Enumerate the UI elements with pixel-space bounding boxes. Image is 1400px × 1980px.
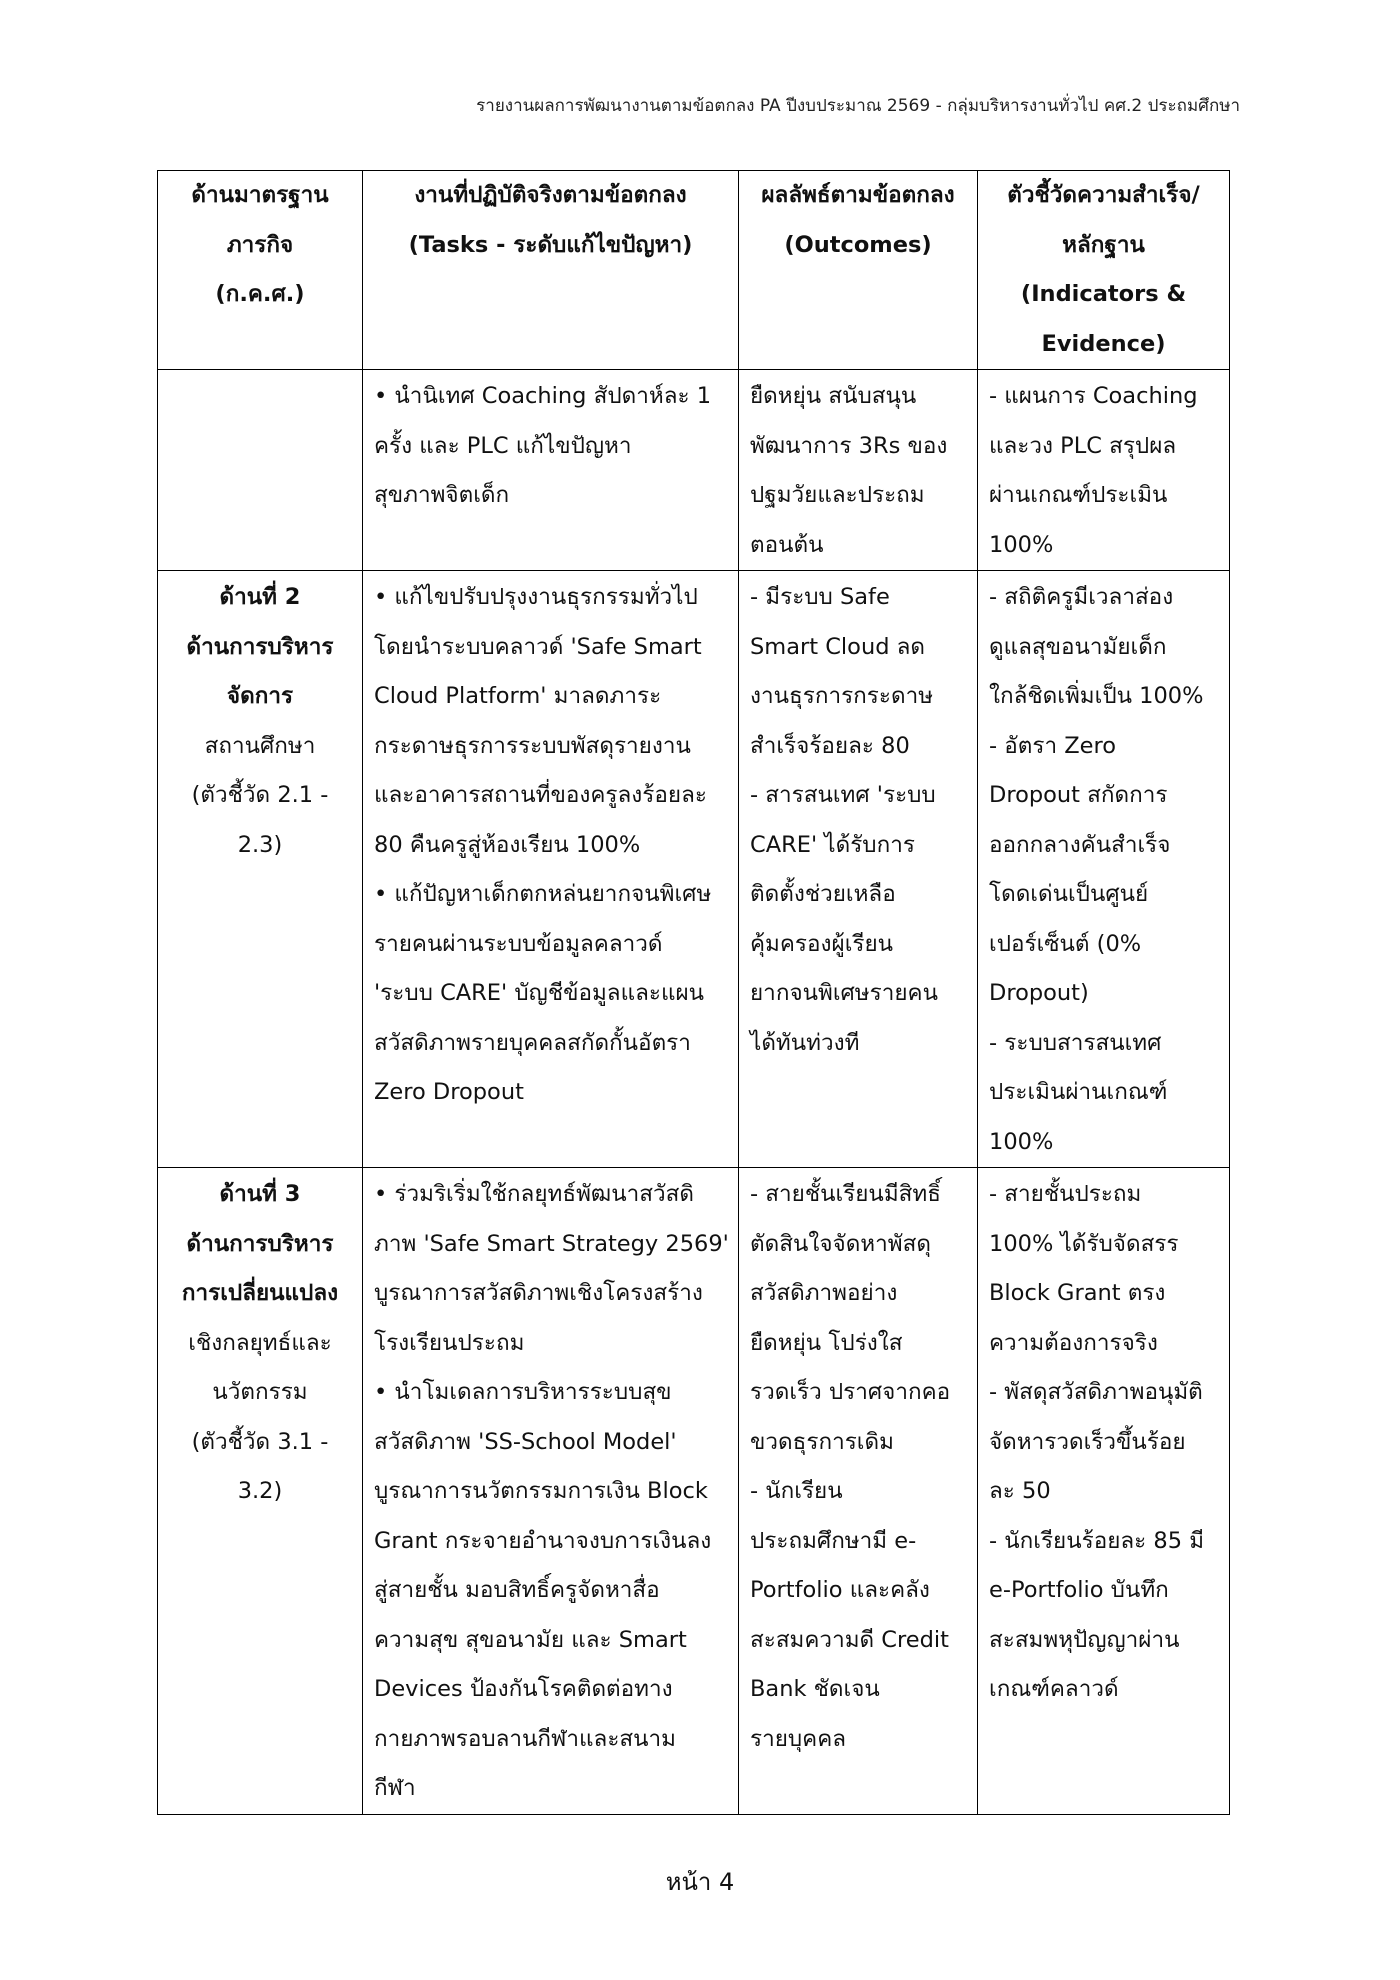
column-header-standard-area [158, 171, 363, 370]
cell-line: รายคนผ่านระบบข้อมูลคลาวด์ [374, 930, 663, 957]
table-row [158, 1168, 1230, 1815]
cell-line: ความสุข สุขอนามัย และ Smart [374, 1626, 687, 1653]
cell-line: สวัสดิภาพรายบุคคลสกัดกั้นอัตรา [374, 1029, 691, 1056]
cell-line: ผลลัพธ์ตามข้อตกลง [761, 182, 955, 208]
cell-line: Evidence) [1041, 330, 1166, 357]
cell-line: สู่สายชั้น มอบสิทธิ์ครูจัดหาสื่อ [374, 1577, 660, 1603]
cell-line: 2.3) [237, 831, 283, 858]
cell-line: ตอนต้น [750, 531, 824, 558]
cell-line: 100% [989, 531, 1054, 558]
cell-line: โดยนำระบบคลาวด์ 'Safe Smart [374, 633, 702, 660]
cell-line: กายภาพรอบลานกีฬาและสนาม [374, 1725, 677, 1752]
cell-line: ขวดธุรการเดิม [750, 1428, 894, 1455]
cell-line: (Outcomes) [784, 231, 932, 258]
cell-line: ตัดสินใจจัดหาพัสดุ [750, 1230, 931, 1257]
cell-line: (ตัวชี้วัด 2.1 - [191, 782, 329, 808]
cell-line: (ตัวชี้วัด 3.1 - [191, 1428, 329, 1455]
cell-line: สวัสดิภาพ 'SS-School Model' [374, 1428, 677, 1455]
cell-line: Devices ป้องกันโรคติดต่อทาง [374, 1676, 673, 1702]
cell-line: ยากจนพิเศษรายคน [750, 980, 938, 1006]
cell-line: • นำนิเทศ Coaching สัปดาห์ละ 1 [374, 383, 712, 409]
standard-area-cell [158, 1168, 363, 1815]
cell-line: ดูแลสุขอนามัยเด็ก [989, 633, 1167, 660]
cell-line: หลักฐาน [1062, 231, 1145, 258]
cell-line: 80 คืนครูสู่ห้องเรียน 100% [374, 831, 641, 858]
cell-line: บูรณาการสวัสดิภาพเชิงโครงสร้าง [374, 1280, 703, 1306]
cell-line: เปอร์เซ็นต์ (0% [989, 930, 1142, 957]
cell-line: ละ 50 [989, 1478, 1051, 1504]
tasks-cell [363, 1168, 739, 1815]
cell-line: ด้านที่ 2 [219, 584, 301, 610]
cell-line: ปฐมวัยและประถม [750, 482, 925, 508]
page-number: หน้า 4 [665, 1868, 735, 1896]
cell-line: - สายชั้นประถม [989, 1181, 1142, 1207]
outcomes-cell [739, 571, 978, 1168]
cell-line: Smart Cloud ลด [750, 633, 926, 660]
cell-line: - สารสนเทศ 'ระบบ [750, 782, 936, 808]
cell-line: กระดาษธุรการระบบพัสดุรายงาน [374, 732, 691, 759]
page-header: รายงานผลการพัฒนางานตามข้อตกลง PA ปีงบประมาณ 2569 - กลุ่มบริหารงานทั่วไป คศ.2 ประถมศึกษา [476, 96, 1240, 116]
indicators-cell [978, 370, 1230, 571]
cell-line: Dropout สกัดการ [989, 782, 1168, 808]
cell-line: - อัตรา Zero [989, 732, 1117, 759]
cell-line: ภาพ 'Safe Smart Strategy 2569' [374, 1230, 729, 1257]
cell-line: 100% ได้รับจัดสรร [989, 1230, 1179, 1257]
cell-line: • แก้ปัญหาเด็กตกหล่นยากจนพิเศษ [374, 881, 712, 907]
cell-line: สวัสดิภาพอย่าง [750, 1280, 898, 1306]
cell-line: นวัตกรรม [212, 1379, 308, 1405]
cell-line: - สถิติครูมีเวลาส่อง [989, 584, 1174, 610]
cell-line: และวง PLC สรุปผล [989, 432, 1177, 459]
cell-line: การเปลี่ยนแปลง [181, 1280, 339, 1306]
cell-line: ติดตั้งช่วยเหลือ [750, 881, 896, 907]
cell-line: ด้านมาตรฐาน [191, 182, 329, 208]
standard-area-cell [158, 571, 363, 1168]
cell-line: (Indicators & [1020, 281, 1187, 307]
cell-line: • ร่วมริเริ่มใช้กลยุทธ์พัฒนาสวัสดิ [374, 1181, 694, 1207]
cell-line: งานธุรการกระดาษ [750, 683, 934, 709]
cell-line: 'ระบบ CARE' บัญชีข้อมูลและแผน [374, 980, 705, 1006]
cell-line: ด้านการบริหาร [186, 1230, 334, 1257]
cell-line: Zero Dropout [374, 1079, 524, 1105]
cell-line: - นักเรียน [750, 1478, 843, 1504]
outcomes-cell [739, 1168, 978, 1815]
column-header-indicators [978, 171, 1230, 370]
cell-line: Dropout) [989, 980, 1089, 1006]
cell-line: ประถมศึกษามี e- [750, 1527, 917, 1554]
cell-line: กีฬา [374, 1775, 416, 1801]
cell-line: สะสมความดี Credit [750, 1626, 949, 1653]
cell-line: • แก้ไขปรับปรุงงานธุรกรรมทั่วไป [374, 584, 698, 610]
cell-line: - มีระบบ Safe [750, 584, 890, 610]
cell-line: โดดเด่นเป็นศูนย์ [989, 881, 1149, 907]
cell-line: CARE' ได้รับการ [750, 831, 915, 858]
table-body [158, 370, 1230, 1815]
cell-line: e-Portfolio บันทึก [989, 1577, 1169, 1603]
cell-line: สะสมพหุปัญญาผ่าน [989, 1626, 1180, 1653]
table-header-row [158, 171, 1230, 370]
cell-line: (ก.ค.ศ.) [215, 281, 305, 307]
cell-line: - นักเรียนร้อยละ 85 มี [989, 1527, 1205, 1554]
cell-line: ภารกิจ [226, 231, 294, 258]
outcomes-cell [739, 370, 978, 571]
indicators-cell [978, 571, 1230, 1168]
cell-line: ผ่านเกณฑ์ประเมิน [989, 482, 1168, 508]
cell-line: งานที่ปฏิบัติจริงตามข้อตกลง [414, 182, 687, 208]
cell-line: จัดการ [226, 683, 294, 709]
table-row [158, 571, 1230, 1168]
cell-line: สถานศึกษา [204, 732, 316, 759]
column-header-outcomes [739, 171, 978, 370]
cell-line: บูรณาการนวัตกรรมการเงิน Block [374, 1478, 708, 1504]
tasks-cell [363, 571, 739, 1168]
cell-line: Grant กระจายอำนาจงบการเงินลง [374, 1527, 712, 1554]
cell-line: ด้านที่ 3 [219, 1181, 301, 1207]
standard-area-cell [158, 370, 363, 571]
cell-line: ตัวชี้วัดความสำเร็จ/ [1007, 182, 1200, 208]
cell-line: ยืดหยุ่น สนับสนุน [750, 383, 917, 409]
table-row [158, 370, 1230, 571]
indicators-cell [978, 1168, 1230, 1815]
cell-line: สุขภาพจิตเด็ก [374, 482, 510, 508]
cell-line: 100% [989, 1128, 1054, 1155]
cell-line: สำเร็จร้อยละ 80 [750, 732, 910, 759]
cell-line: และอาคารสถานที่ของครูลงร้อยละ [374, 782, 707, 808]
cell-line: รวดเร็ว ปราศจากคอ [750, 1379, 951, 1405]
cell-line: ยืดหยุ่น โปร่งใส [750, 1329, 903, 1356]
cell-line: 3.2) [237, 1478, 283, 1504]
cell-line: ความต้องการจริง [989, 1329, 1158, 1356]
cell-line: - พัสดุสวัสดิภาพอนุมัติ [989, 1379, 1203, 1405]
cell-line: (Tasks - ระดับแก้ไขปัญหา) [408, 231, 693, 258]
cell-line: - ระบบสารสนเทศ [989, 1029, 1162, 1056]
cell-line: ออกกลางคันสำเร็จ [989, 831, 1171, 858]
cell-line: เชิงกลยุทธ์และ [188, 1329, 332, 1356]
cell-line: คุ้มครองผู้เรียน [750, 930, 894, 957]
cell-line: Portfolio และคลัง [750, 1577, 930, 1603]
cell-line: Cloud Platform' มาลดภาระ [374, 683, 662, 709]
cell-line: Bank ชัดเจน [750, 1676, 880, 1702]
column-header-tasks [363, 171, 739, 370]
cell-line: ใกล้ชิดเพิ่มเป็น 100% [989, 683, 1204, 709]
cell-line: จัดหารวดเร็วขึ้นร้อย [989, 1428, 1186, 1455]
tasks-cell [363, 370, 739, 571]
cell-line: รายบุคคล [750, 1725, 847, 1752]
cell-line: ได้ทันท่วงที [750, 1029, 860, 1056]
cell-line: - สายชั้นเรียนมีสิทธิ์ [750, 1181, 941, 1207]
cell-line: พัฒนาการ 3Rs ของ [750, 432, 948, 459]
pa-report-table [157, 170, 1230, 1815]
cell-line: เกณฑ์คลาวด์ [989, 1676, 1119, 1702]
cell-line: ประเมินผ่านเกณฑ์ [989, 1079, 1168, 1105]
cell-line: ด้านการบริหาร [186, 633, 334, 660]
cell-line: Block Grant ตรง [989, 1280, 1166, 1306]
cell-line: • นำโมเดลการบริหารระบบสุข [374, 1379, 672, 1405]
cell-line: โรงเรียนประถม [374, 1329, 525, 1356]
cell-line: - แผนการ Coaching [989, 383, 1198, 409]
cell-line: ครั้ง และ PLC แก้ไขปัญหา [374, 432, 632, 459]
